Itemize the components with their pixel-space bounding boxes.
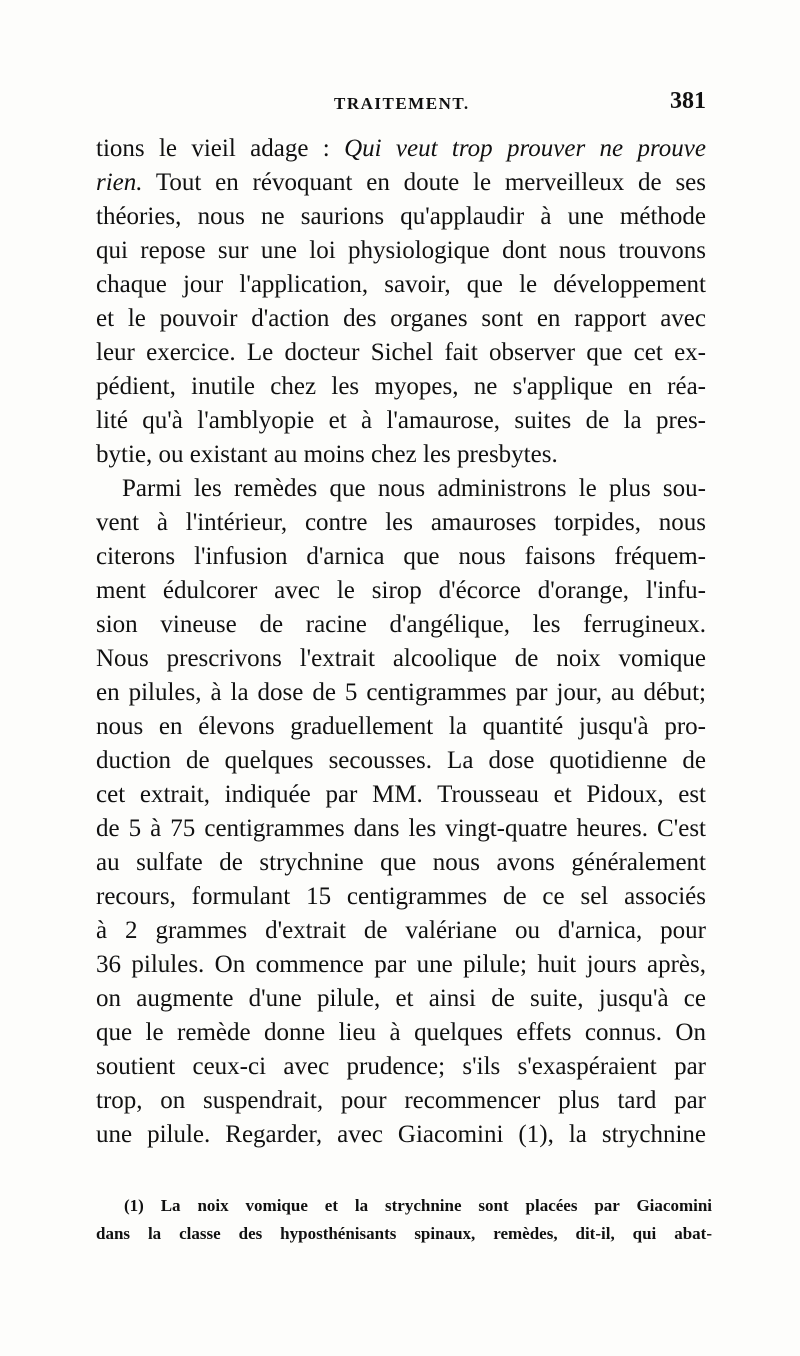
text-line: sion vineuse de racine d'angélique, les ferrugineux. (96, 611, 706, 638)
text-line: et le pouvoir d'action des organes sont en rapport avec (96, 305, 706, 332)
text-line: vent à l'intérieur, contre les amauroses torpides, nous (96, 509, 706, 536)
text-line: chaque jour l'application, savoir, que le développement (96, 271, 706, 298)
text-line: on augmente d'une pilule, et ainsi de suite, jusqu'à ce (96, 985, 706, 1012)
text-line: citerons l'infusion d'arnica que nous faisons fréquem- (96, 543, 706, 570)
footnote (96, 1192, 712, 1248)
text-line: duction de quelques secousses. La dose quotidienne de (96, 747, 706, 774)
text-line: nous en élevons graduellement la quantité jusqu'à pro- (96, 713, 706, 740)
text-line: tions le vieil adage : Qui veut trop prouver ne prouve (96, 135, 706, 162)
text-line: cet extrait, indiquée par MM. Trousseau et Pidoux, est (96, 781, 706, 808)
page-header (96, 88, 706, 124)
text-line: trop, on suspendrait, pour recommencer plus tard par (96, 1087, 706, 1114)
text-line: bytie, ou existant au moins chez les presbytes. (96, 441, 558, 468)
text-line: lité qu'à l'amblyopie et à l'amaurose, suites de la pres- (96, 407, 706, 434)
text-line: rien. Tout en révoquant en doute le merveilleux de ses (96, 169, 706, 196)
running-head: TRAITEMENT. (334, 94, 470, 113)
text-line: leur exercice. Le docteur Sichel fait observer que cet ex- (96, 339, 706, 366)
text-line: Parmi les remèdes que nous administrons le plus sou- (122, 475, 706, 502)
text-line: au sulfate de strychnine que nous avons généralement (96, 849, 706, 876)
text-line: théories, nous ne saurions qu'applaudir à une méthode (96, 203, 706, 230)
page-number: 381 (670, 88, 706, 114)
body-text (96, 132, 706, 1152)
text-line: de 5 à 75 centigrammes dans les vingt-quatre heures. C'est (96, 815, 706, 842)
text-line: ment édulcorer avec le sirop d'écorce d'orange, l'infu- (96, 577, 706, 604)
text-line: Nous prescrivons l'extrait alcoolique de noix vomique (96, 645, 706, 672)
footnote-line: dans la classe des hyposthénisants spinaux, remèdes, dit-il, qui abat- (96, 1224, 712, 1243)
text-line: en pilules, à la dose de 5 centigrammes par jour, au début; (96, 679, 706, 706)
text-line: qui repose sur une loi physiologique dont nous trouvons (96, 237, 706, 264)
footnote-line: (1) La noix vomique et la strychnine sont placées par Giacomini (124, 1196, 712, 1215)
text-line: une pilule. Regarder, avec Giacomini (1), la strychnine (96, 1121, 706, 1148)
text-line: soutient ceux-ci avec prudence; s'ils s'exaspéraient par (96, 1053, 706, 1080)
text-line: à 2 grammes d'extrait de valériane ou d'arnica, pour (96, 917, 706, 944)
text-line: que le remède donne lieu à quelques effets connus. On (96, 1019, 706, 1046)
text-line: pédient, inutile chez les myopes, ne s'applique en réa- (96, 373, 706, 400)
text-line: 36 pilules. On commence par une pilule; huit jours après, (96, 951, 706, 978)
text-line: recours, formulant 15 centigrammes de ce sel associés (96, 883, 706, 910)
